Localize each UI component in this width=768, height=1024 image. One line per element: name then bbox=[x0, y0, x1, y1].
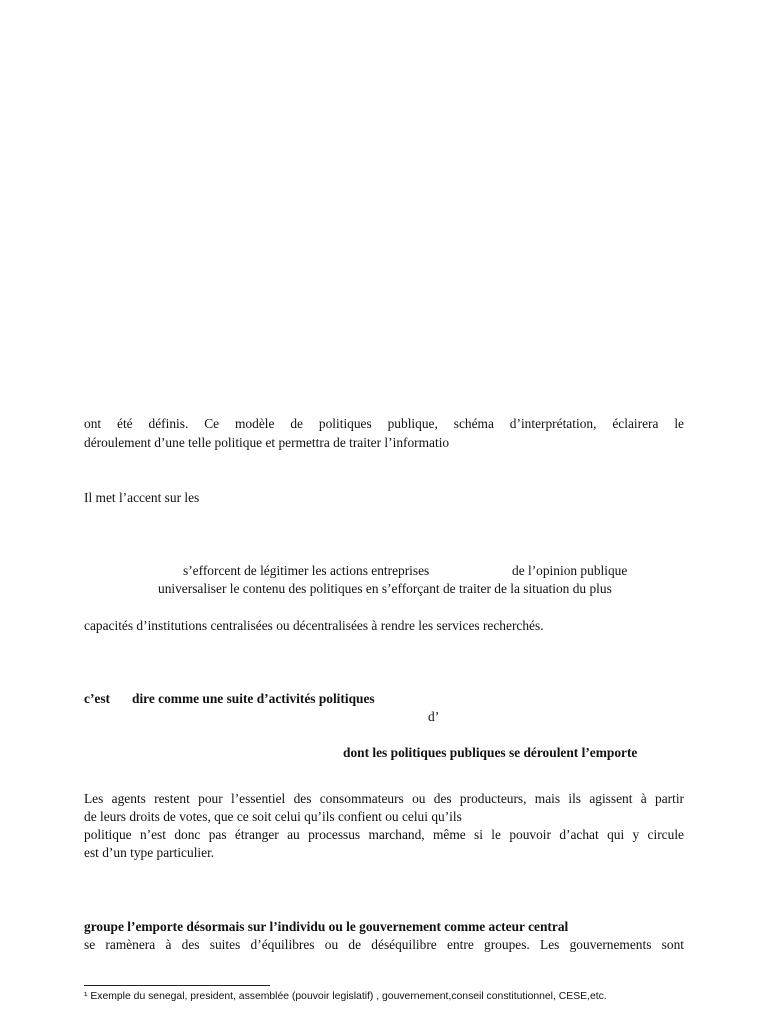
paragraph-line: de leurs droits de votes, que ce soit celui qu’ils confient ou celui qu’ils bbox=[84, 809, 462, 824]
paragraph-line: s’efforcent de légitimer les actions entreprises bbox=[183, 563, 430, 578]
paragraph-line: Il met l’accent sur les bbox=[84, 490, 200, 505]
paragraph-line: universaliser le contenu des politiques en s’efforçant de traiter de la situation du plus bbox=[158, 581, 612, 596]
paragraph-line: c’est bbox=[84, 691, 111, 706]
footnote: ¹ Exemple du senegal, president, assemblée (pouvoir legislatif) , gouvernement,conseil constitutionnel, CESE,etc. bbox=[84, 991, 607, 1002]
paragraph-line: déroulement d’une telle politique et permettra de traiter l’informatio bbox=[84, 435, 450, 450]
footnote-separator bbox=[84, 985, 270, 986]
paragraph-line: est d’un type particulier. bbox=[84, 845, 215, 860]
paragraph-line: politique n’est donc pas étranger au processus marchand, même si le pouvoir d’achat qui y circule bbox=[84, 827, 684, 842]
paragraph-line: de l’opinion publique bbox=[512, 563, 628, 578]
paragraph-line: ont été définis. Ce modèle de politiques publique, schéma d’interprétation, éclairera le bbox=[84, 416, 684, 431]
paragraph-line: dire comme une suite d’activités politiques bbox=[132, 691, 375, 706]
paragraph-line: Les agents restent pour l’essentiel des consommateurs ou des producteurs, mais ils agissent à partir bbox=[84, 791, 684, 806]
paragraph-line: se ramènera à des suites d’équilibres ou de déséquilibre entre groupes. Les gouvernements sont bbox=[84, 937, 684, 952]
paragraph-line: d’ bbox=[428, 709, 440, 724]
paragraph-line: dont les politiques publiques se déroulent l’emporte bbox=[343, 745, 638, 760]
paragraph-line: capacités d’institutions centralisées ou décentralisées à rendre les services recherchés. bbox=[84, 618, 544, 633]
paragraph-line: groupe l’emporte désormais sur l’individu ou le gouvernement comme acteur central bbox=[84, 919, 569, 934]
